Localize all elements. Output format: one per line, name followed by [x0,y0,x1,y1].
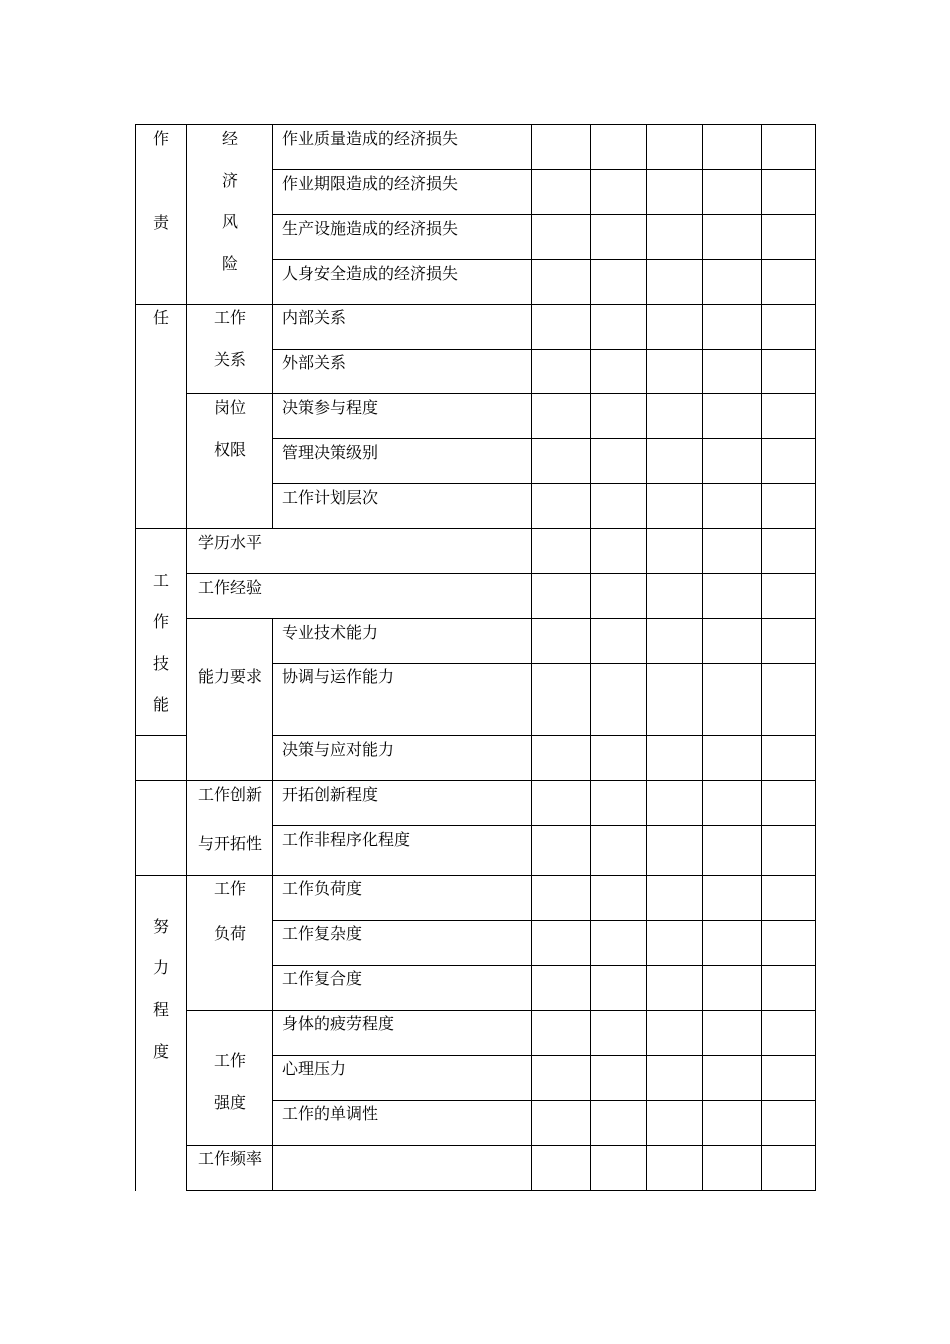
item-label: 工作负荷度 [282,879,363,898]
category-label: 责 [152,213,170,232]
subcategory-label: 能力要求 [197,667,263,686]
grid-line-v [761,124,762,1191]
item-label: 管理决策级别 [282,443,379,462]
grid-line-h [135,528,816,529]
item-label: 开拓创新程度 [282,785,379,804]
subcategory-label: 学历水平 [197,533,263,552]
subcategory-label: 负荷 [213,924,247,943]
category-label: 任 [152,308,170,327]
category-label: 工 [152,571,170,590]
subcategory-label: 工作频率 [197,1149,263,1168]
item-label: 外部关系 [282,353,347,372]
item-label: 专业技术能力 [282,623,379,642]
item-label: 协调与运作能力 [282,667,395,686]
subcategory-label: 工作创新 [197,785,263,804]
item-label: 工作计划层次 [282,488,379,507]
category-label: 能 [152,695,170,714]
subcategory-label: 关系 [213,350,247,369]
grid-line-h [272,965,816,966]
subcategory-label: 工作 [213,879,247,898]
subcategory-label: 险 [221,254,239,273]
grid-line-v [186,124,187,1191]
item-label: 决策参与程度 [282,398,379,417]
subcategory-label: 岗位 [213,398,247,417]
item-label: 生产设施造成的经济损失 [282,219,459,238]
subcategory-label: 强度 [213,1093,247,1112]
grid-line-v [135,124,136,1191]
grid-line-v [590,124,591,1191]
grid-line-h [135,124,816,125]
subcategory-label: 工作经验 [197,578,263,597]
subcategory-label: 济 [221,171,239,190]
item-label: 决策与应对能力 [282,740,395,759]
item-label: 工作复杂度 [282,924,363,943]
category-label: 努 [152,917,170,936]
grid-line-v [646,124,647,1191]
grid-line-h [135,780,816,781]
grid-line-h [135,875,816,876]
grid-line-h [186,618,816,619]
item-label: 作业质量造成的经济损失 [282,129,459,148]
grid-line-h [186,1010,816,1011]
subcategory-label: 工作 [213,1051,247,1070]
category-label: 度 [152,1042,170,1061]
subcategory-label: 权限 [213,440,247,459]
grid-line-h [272,920,816,921]
grid-line-h [272,735,816,736]
grid-line-h [186,1145,816,1146]
item-label: 人身安全造成的经济损失 [282,264,459,283]
item-label: 工作的单调性 [282,1104,379,1123]
grid-line-h [186,1190,816,1191]
grid-line-v [272,618,273,1191]
category-label: 程 [152,1000,170,1019]
grid-line-h [186,573,816,574]
grid-line-h [272,663,816,664]
subcategory-label: 经 [221,129,239,148]
grid-line-h [272,438,816,439]
grid-line-h [135,304,816,305]
grid-line-h [135,735,187,736]
item-label: 作业期限造成的经济损失 [282,174,459,193]
item-label: 身体的疲劳程度 [282,1014,395,1033]
subcategory-label: 风 [221,212,239,231]
grid-line-v [272,124,273,529]
grid-line-h [272,259,816,260]
grid-line-v [815,124,816,1191]
item-label: 内部关系 [282,308,347,327]
category-label: 作 [152,612,170,631]
grid-line-h [272,214,816,215]
grid-line-h [272,349,816,350]
category-label: 力 [152,958,170,977]
grid-line-h [272,483,816,484]
grid-line-v [702,124,703,1191]
category-label: 技 [152,654,170,673]
item-label: 工作非程序化程度 [282,830,411,849]
grid-line-v [531,124,532,1191]
grid-line-h [186,393,816,394]
item-label: 心理压力 [282,1059,347,1078]
subcategory-label: 与开拓性 [197,834,263,853]
item-label: 工作复合度 [282,969,363,988]
grid-line-h [272,1100,816,1101]
grid-line-h [272,1055,816,1056]
subcategory-label: 工作 [213,308,247,327]
category-label: 作 [152,129,170,148]
grid-line-h [272,169,816,170]
grid-line-h [272,825,816,826]
